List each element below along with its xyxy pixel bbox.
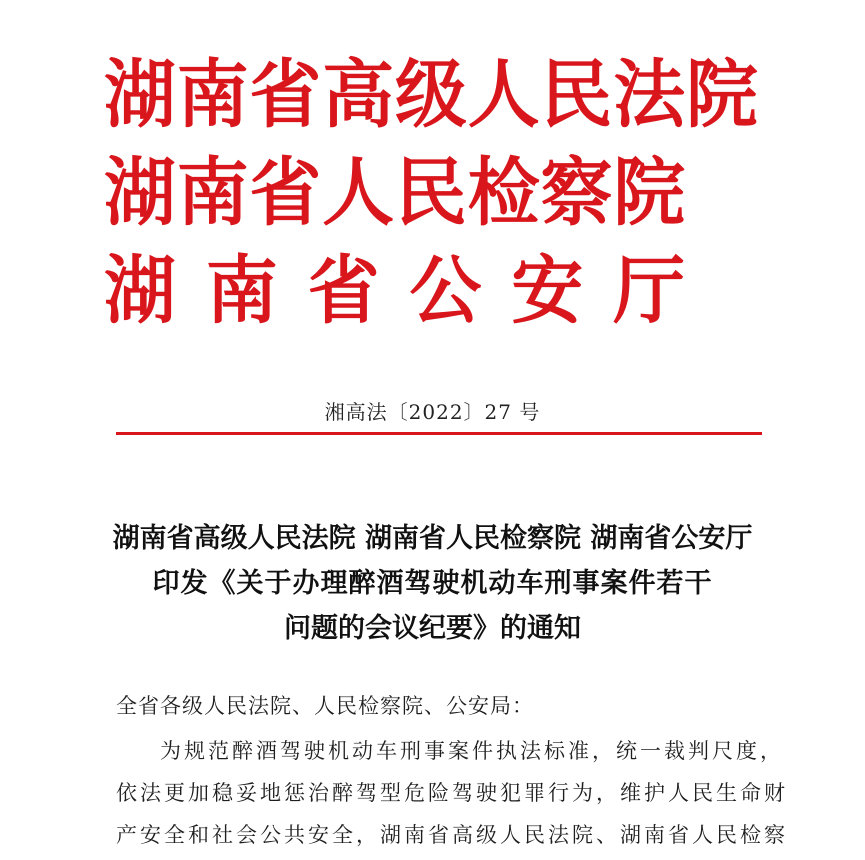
issuer-public-security: 湖南省公安厅 — [104, 248, 716, 334]
body-line-3: 产安全和社会公共安全，湖南省高级人民法院、湖南省人民检察 — [116, 823, 788, 847]
title-line-2: 印发《关于办理醉酒驾驶机动车刑事案件若干 — [152, 568, 713, 599]
title-line-3: 问题的会议纪要》的通知 — [284, 613, 581, 644]
document-number: 湘高法〔2022〕27 号 — [324, 400, 541, 424]
issuer-high-court: 湖南省高级人民法院 — [104, 52, 759, 138]
body-line-2: 依法更加稳妥地惩治醉驾型危险驾驶犯罪行为，维护人民生命财 — [116, 781, 788, 805]
salutation: 全省各级人民法院、人民检察院、公安局： — [116, 694, 534, 718]
red-divider — [116, 432, 762, 435]
body-line-1: 为规范醉酒驾驶机动车刑事案件执法标准，统一裁判尺度， — [160, 739, 784, 763]
issuer-procuratorate: 湖南省人民检察院 — [104, 150, 686, 236]
title-line-1: 湖南省高级人民法院 湖南省人民检察院 湖南省公安厅 — [112, 523, 753, 554]
